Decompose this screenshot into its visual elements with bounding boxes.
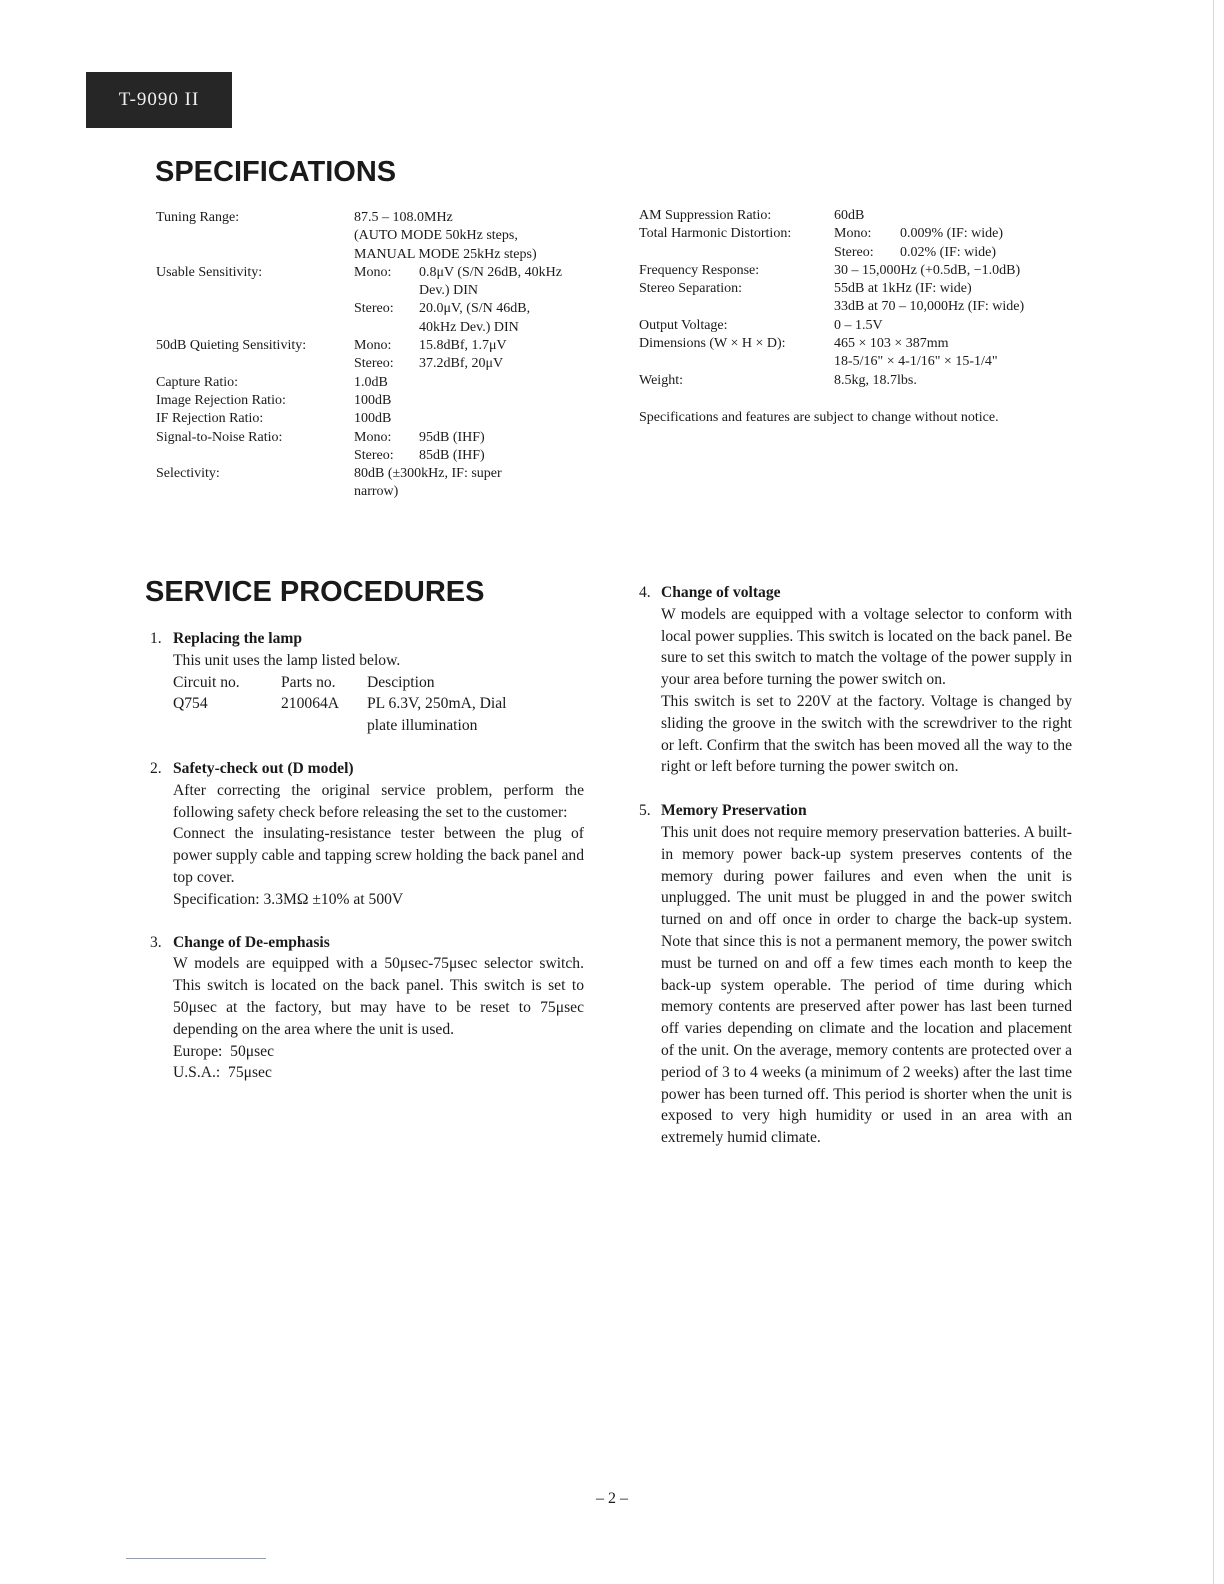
- procedure-number: 4.: [639, 584, 651, 601]
- spec-value-line: [354, 319, 606, 337]
- lamp-table-cell: plate illumination: [367, 717, 478, 735]
- procedure-paragraph: W models are equipped with a 50μsec-75μsec selector switch. This switch is located on the back panel. This switch is set to 50μsec at the factory, but may have to be reset to 75μsec depending on the area where the unit is used.: [173, 955, 584, 1038]
- spec-value-line: [354, 429, 606, 447]
- spec-value: 8.5kg, 18.7lbs.: [834, 372, 917, 388]
- spec-value: 55dB at 1kHz (IF: wide): [834, 281, 972, 297]
- spec-value-line: [834, 262, 1089, 280]
- spec-value: Dev.) DIN: [419, 283, 478, 299]
- spec-value-line: [834, 372, 1089, 390]
- spec-row: [156, 429, 606, 466]
- spec-value-line: [834, 280, 1089, 298]
- spec-value-line: [354, 264, 606, 282]
- procedure-item-2: [150, 758, 584, 911]
- spec-value: 15.8dBf, 1.7μV: [419, 338, 507, 354]
- spec-label: Dimensions (W × H × D):: [639, 336, 786, 352]
- spec-value: 85dB (IHF): [419, 447, 485, 463]
- lamp-table: [173, 672, 506, 737]
- spec-value: 95dB (IHF): [419, 429, 485, 445]
- spec-sub-label: Mono:: [354, 264, 392, 280]
- page-number: – 2 –: [596, 1490, 628, 1507]
- spec-label: Image Rejection Ratio:: [156, 392, 286, 408]
- spec-row: [156, 337, 606, 374]
- spec-row: [639, 280, 1089, 317]
- procedure-paragraph: U.S.A.: 75μsec: [173, 1064, 272, 1082]
- spec-value: 60dB: [834, 208, 865, 223]
- procedure-item-3: [150, 932, 584, 1085]
- spec-value: 1.0dB: [354, 374, 388, 390]
- spec-value: 40kHz Dev.) DIN: [419, 319, 519, 335]
- spec-label: Stereo Separation:: [639, 281, 743, 297]
- spec-value: 30 – 15,000Hz (+0.5dB, −1.0dB): [834, 262, 1021, 278]
- model-badge: T-9090 II: [86, 72, 232, 128]
- spec-value-line: [354, 337, 606, 355]
- procedure-heading: Change of voltage: [661, 584, 781, 601]
- spec-value-line: [354, 392, 606, 410]
- spec-row: [156, 374, 606, 392]
- procedure-paragraph: After correcting the original service problem, perform the following safety check before releasing the set to the customer:: [173, 781, 584, 821]
- procedure-item-1: [150, 628, 584, 737]
- spec-value-line: [354, 483, 606, 501]
- spec-value: 100dB: [354, 392, 392, 408]
- spec-value-line: [354, 355, 606, 373]
- lamp-table-header-cell: Parts no.: [281, 673, 336, 691]
- spec-row: [639, 225, 1089, 262]
- spec-value: narrow): [354, 484, 399, 500]
- spec-row: [156, 410, 606, 428]
- spec-note: Specifications and features are subject to change without notice.: [639, 410, 999, 425]
- procedure-item-5: [639, 800, 1072, 1149]
- procedure-heading: Safety-check out (D model): [173, 759, 354, 777]
- spec-row: [156, 465, 606, 502]
- procedure-number: 1.: [150, 630, 162, 647]
- lamp-table-row: [173, 715, 506, 737]
- spec-value: 0.009% (IF: wide): [900, 226, 1004, 242]
- spec-value-line: [354, 465, 606, 483]
- spec-label: IF Rejection Ratio:: [156, 411, 264, 427]
- spec-value: 0.02% (IF: wide): [900, 244, 997, 260]
- lamp-table-header-row: [173, 672, 506, 694]
- procedures-right-column: [639, 582, 1072, 1149]
- spec-sub-label: Mono:: [834, 226, 872, 242]
- spec-label: Output Voltage:: [639, 317, 728, 333]
- procedure-heading: Memory Preservation: [661, 802, 807, 820]
- spec-value: (AUTO MODE 50kHz steps,: [354, 228, 518, 244]
- spec-value-line: [834, 244, 1089, 262]
- spec-value-line: [834, 225, 1089, 243]
- spec-label: 50dB Quieting Sensitivity:: [156, 338, 307, 354]
- spec-value: 33dB at 70 – 10,000Hz (IF: wide): [834, 299, 1025, 315]
- spec-label: Total Harmonic Distortion:: [639, 226, 792, 242]
- spec-label: Signal-to-Noise Ratio:: [156, 429, 283, 445]
- spec-label: Selectivity:: [156, 466, 220, 482]
- spec-row: [156, 264, 606, 337]
- spec-value-line: [354, 410, 606, 428]
- spec-value: MANUAL MODE 25kHz steps): [354, 246, 537, 262]
- spec-value-line: [834, 298, 1089, 316]
- spec-value-line: [834, 335, 1089, 353]
- spec-value: 18-5/16" × 4-1/16" × 15-1/4": [834, 354, 998, 370]
- lamp-table-header-cell: Desciption: [367, 673, 435, 691]
- lamp-table-cell: 210064A: [281, 695, 340, 713]
- spec-value-line: [354, 300, 606, 318]
- procedure-paragraph: W models are equipped with a voltage selector to conform with local power supplies. This switch is located on the back panel. Be sure to set this switch to match the voltage of the power supply in your area before turning the power switch on.: [661, 605, 1072, 689]
- page-edge-line: [1213, 0, 1214, 1584]
- procedure-item-4: [639, 582, 1072, 778]
- spec-sub-label: Stereo:: [354, 301, 394, 317]
- spec-row: [639, 262, 1089, 280]
- spec-value-line: [354, 227, 606, 245]
- spec-value: 465 × 103 × 387mm: [834, 336, 949, 352]
- spec-value: 100dB: [354, 411, 392, 427]
- spec-row: [156, 209, 606, 264]
- spec-value-line: [834, 207, 1089, 225]
- spec-value-line: [834, 353, 1089, 371]
- spec-value-line: [354, 447, 606, 465]
- bottom-rule: [126, 1558, 266, 1559]
- spec-value: 87.5 – 108.0MHz: [354, 210, 453, 225]
- spec-label: Usable Sensitivity:: [156, 264, 263, 280]
- lamp-table-cell: PL 6.3V, 250mA, Dial: [367, 695, 507, 713]
- spec-value: 20.0μV, (S/N 46dB,: [419, 301, 531, 317]
- procedure-heading: Replacing the lamp: [173, 630, 303, 647]
- specifications-title: SPECIFICATIONS: [155, 156, 397, 188]
- spec-row: [639, 207, 1089, 225]
- spec-row: [639, 317, 1089, 335]
- spec-value-line: [354, 246, 606, 264]
- spec-row: [639, 335, 1089, 372]
- service-procedures-title: SERVICE PROCEDURES: [145, 576, 485, 608]
- spec-value: 37.2dBf, 20μV: [419, 356, 504, 372]
- spec-row: [639, 372, 1089, 390]
- spec-sub-label: Stereo:: [354, 447, 394, 463]
- procedures-left-column: [150, 628, 584, 1084]
- procedure-paragraph: This unit does not require memory preservation batteries. A built-in memory power back-up system preserves contents of the memory during power failures and even when the unit is unplugged. The unit must be plugged in and the power switch turned on and off once in order to charge the back-up system. Note that since this is not a permanent memory, the power switch must be turned on and off a few times each month to keep the back-up system operable. The period of time during which memory contents are preserved after power has last been turned off varies depending on climate and the location and placement of the unit. On the average, memory contents are protected over a period of 3 to 4 weeks (a minimum of 2 weeks) after the last time power has been turned off. This period is shorter when the unit is exposed to very high humidity or used in an area with an extremely humid climate.: [661, 823, 1072, 1147]
- procedure-intro: This unit uses the lamp listed below.: [173, 651, 401, 669]
- spec-label: AM Suppression Ratio:: [639, 208, 772, 223]
- spec-value: 80dB (±300kHz, IF: super: [354, 466, 502, 482]
- spec-value-line: [354, 209, 606, 227]
- spec-value-line: [354, 282, 606, 300]
- procedure-number: 5.: [639, 802, 651, 820]
- procedure-paragraph: Connect the insulating-resistance tester between the plug of power supply cable and tapping screw holding the back panel and top cover.: [173, 825, 584, 886]
- lamp-table-row: [173, 693, 506, 715]
- procedure-heading: Change of De-emphasis: [173, 933, 330, 951]
- spec-sub-label: Mono:: [354, 338, 392, 354]
- spec-label: Capture Ratio:: [156, 374, 239, 390]
- procedure-paragraph: This switch is set to 220V at the factory. Voltage is changed by sliding the groove in the switch with the screwdriver to the right or left. Confirm that the switch has been moved all the way to the right or left before turning the power switch on.: [661, 692, 1072, 776]
- procedure-paragraph: Europe: 50μsec: [173, 1042, 275, 1060]
- spec-sub-label: Stereo:: [834, 244, 874, 260]
- spec-value: 0 – 1.5V: [834, 317, 883, 333]
- spec-sub-label: Mono:: [354, 429, 392, 445]
- spec-value-line: [354, 374, 606, 392]
- lamp-table-header-cell: Circuit no.: [173, 673, 240, 691]
- spec-left-column: [156, 209, 606, 502]
- spec-value: 0.8μV (S/N 26dB, 40kHz: [419, 264, 562, 280]
- procedure-number: 3.: [150, 933, 162, 951]
- spec-label: Weight:: [639, 372, 683, 388]
- spec-label: Tuning Range:: [156, 210, 240, 225]
- spec-row: [156, 392, 606, 410]
- spec-right-column: [639, 207, 1089, 390]
- procedure-number: 2.: [150, 759, 162, 777]
- lamp-table-cell: Q754: [173, 695, 208, 713]
- spec-sub-label: Stereo:: [354, 356, 394, 372]
- procedure-paragraph: Specification: 3.3MΩ ±10% at 500V: [173, 890, 404, 908]
- spec-value-line: [834, 317, 1089, 335]
- spec-label: Frequency Response:: [639, 262, 760, 278]
